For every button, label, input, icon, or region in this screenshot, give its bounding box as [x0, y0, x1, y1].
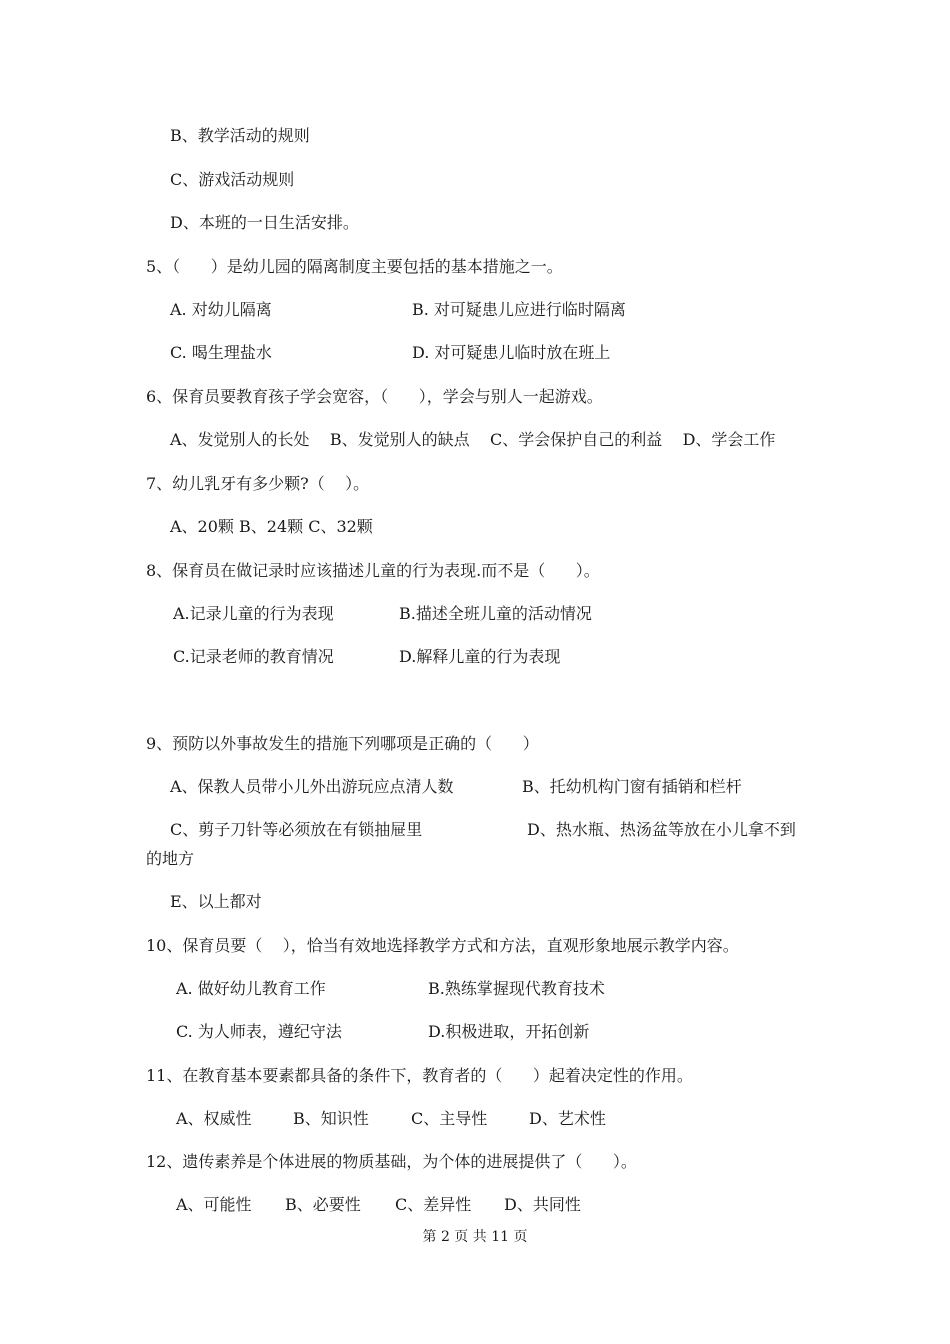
- option-11b: B、知识性: [293, 1109, 369, 1128]
- option-9a: A、保教人员带小儿外出游玩应点清人数: [170, 777, 454, 796]
- option-8b: B.描述全班儿童的活动情况: [399, 604, 592, 623]
- option-9b: B、托幼机构门窗有插销和栏杆: [522, 777, 742, 796]
- option-4c: C、游戏活动规则: [170, 170, 295, 189]
- option-12d: D、共同性: [504, 1195, 581, 1214]
- option-9c: C、剪子刀针等必须放在有锁抽屉里: [170, 820, 423, 839]
- option-12b: B、必要性: [285, 1195, 361, 1214]
- option-4d: D、本班的一日生活安排。: [170, 213, 359, 232]
- option-9e: E、以上都对: [170, 892, 262, 911]
- option-12c: C、差异性: [395, 1195, 472, 1214]
- option-11c: C、主导性: [411, 1109, 488, 1128]
- option-10b: B.熟练掌握现代教育技术: [428, 979, 605, 998]
- option-5a: A. 对幼儿隔离: [170, 300, 272, 319]
- options-7: A、20颗 B、24颗 C、32颗: [170, 517, 373, 536]
- question-5: 5、（ ）是幼儿园的隔离制度主要包括的基本措施之一。: [146, 257, 563, 276]
- option-10d: D.积极进取，开拓创新: [428, 1022, 590, 1041]
- option-5c: C. 喝生理盐水: [170, 343, 272, 362]
- option-11d: D、艺术性: [529, 1109, 606, 1128]
- option-9d-continued: 的地方: [146, 849, 195, 868]
- option-11a: A、权威性: [176, 1109, 252, 1128]
- option-8a: A.记录儿童的行为表现: [173, 604, 334, 623]
- option-8c: C.记录老师的教育情况: [173, 647, 334, 666]
- option-10a: A. 做好幼儿教育工作: [176, 979, 326, 998]
- page-footer: 第 2 页 共 11 页: [422, 1229, 528, 1245]
- option-4b: B、教学活动的规则: [170, 126, 310, 145]
- options-6: A、发觉别人的长处 B、发觉别人的缺点 C、学会保护自己的利益 D、学会工作: [170, 430, 776, 449]
- question-11: 11、在教育基本要素都具备的条件下，教育者的（ ）起着决定性的作用。: [146, 1066, 693, 1085]
- question-12: 12、遗传素养是个体进展的物质基础，为个体的进展提供了（ ）。: [146, 1152, 637, 1171]
- option-5b: B. 对可疑患儿应进行临时隔离: [412, 300, 626, 319]
- question-10: 10、保育员要（ ），恰当有效地选择教学方式和方法，直观形象地展示教学内容。: [146, 936, 739, 955]
- option-9d: D、热水瓶、热汤盆等放在小儿拿不到: [527, 820, 796, 839]
- question-7: 7、幼儿乳牙有多少颗?（ ）。: [146, 474, 370, 493]
- option-8d: D.解释儿童的行为表现: [399, 647, 561, 666]
- option-5d: D. 对可疑患儿临时放在班上: [412, 343, 611, 362]
- question-6: 6、保育员要教育孩子学会宽容，（ ），学会与别人一起游戏。: [146, 387, 603, 406]
- option-10c: C. 为人师表，遵纪守法: [176, 1022, 342, 1041]
- question-9: 9、预防以外事故发生的措施下列哪项是正确的（ ）: [146, 734, 539, 753]
- option-12a: A、可能性: [176, 1195, 252, 1214]
- question-8: 8、保育员在做记录时应该描述儿童的行为表现.而不是（ ）。: [146, 561, 600, 580]
